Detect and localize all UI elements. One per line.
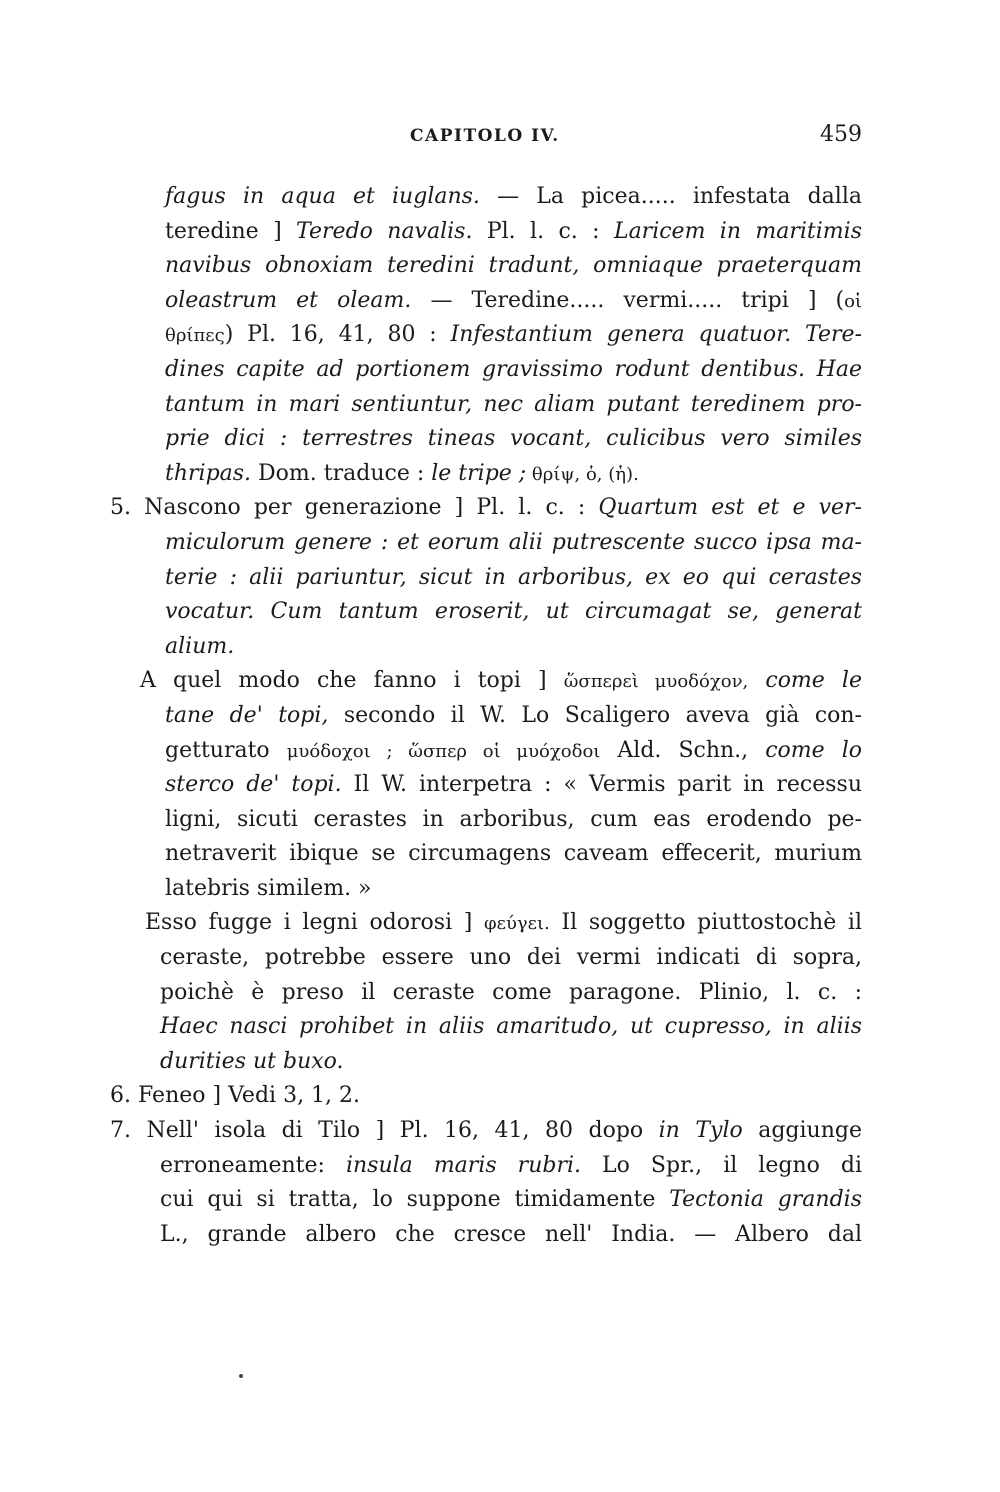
page-body-text — [110, 180, 862, 1252]
text-line — [110, 249, 862, 284]
text-line — [110, 664, 862, 699]
text-segment: thripas. — [165, 460, 252, 486]
text-line — [110, 353, 862, 388]
text-line — [110, 768, 862, 803]
text-segment: — Teredine..... vermi..... tripi ] ( — [411, 287, 845, 313]
text-segment: dines capite ad portionem gravissimo rodunt dentibus. Hae — [165, 356, 862, 382]
text-line — [110, 457, 862, 492]
text-segment: insula maris rubri. — [345, 1152, 581, 1178]
text-segment: οἱ — [844, 290, 862, 312]
text-segment: sterco de' topi. — [165, 772, 342, 798]
text-line — [110, 872, 862, 907]
text-segment: Tectonia grandis — [669, 1187, 862, 1213]
text-segment: teredine ] — [165, 218, 297, 244]
text-segment: Quartum est et e ver- — [598, 495, 862, 521]
text-line — [110, 1218, 862, 1253]
text-segment: erroneamente: — [160, 1152, 346, 1178]
text-segment: getturato — [165, 737, 287, 763]
text-segment: come lo — [765, 737, 862, 763]
text-segment: oleastrum et oleam. — [165, 287, 412, 313]
text-segment: A quel modo che fanno i topi ] — [140, 668, 564, 694]
running-title: CAPITOLO IV. — [410, 126, 560, 146]
text-segment: come le — [748, 668, 862, 694]
text-segment: netraverit ibique se circumagens caveam effecerit, murium — [165, 841, 862, 867]
text-line — [110, 318, 862, 353]
text-line — [110, 1183, 862, 1218]
text-segment: navibus obnoxiam teredini tradunt, omniaque praeterquam — [165, 253, 862, 279]
ink-speck — [239, 1374, 243, 1378]
text-line — [110, 388, 862, 423]
text-line — [110, 1114, 862, 1149]
text-line — [110, 1079, 862, 1114]
text-segment: 5. Nascono per generazione ] Pl. l. c. : — [110, 495, 599, 521]
text-segment: prie dici : terrestres tineas vocant, culicibus vero similes — [165, 426, 862, 452]
text-line — [110, 941, 862, 976]
text-line — [110, 699, 862, 734]
text-line — [110, 803, 862, 838]
page-number: 459 — [820, 122, 862, 147]
text-line — [110, 526, 862, 561]
text-segment: aggiunge — [742, 1118, 862, 1144]
text-line — [110, 180, 862, 215]
text-segment: μυόδοχοι ; ὥσπερ οἱ μυόχοδοι — [286, 740, 601, 762]
text-line — [110, 491, 862, 526]
text-line — [110, 284, 862, 319]
text-segment: ceraste, potrebbe essere uno dei vermi indicati di sopra, — [160, 945, 862, 971]
text-segment: ὥσπερεὶ μυοδόχον, — [563, 671, 749, 693]
text-segment: Esso fugge i legni odorosi ] — [145, 910, 485, 936]
text-segment: ) Pl. 16, 41, 80 : — [224, 322, 451, 348]
text-segment: durities ut buxo. — [160, 1048, 344, 1074]
text-line — [110, 906, 862, 941]
text-line — [110, 215, 862, 250]
text-segment: φεύγει. — [484, 913, 550, 935]
text-segment: secondo il W. Lo Scaligero aveva già con- — [328, 702, 862, 728]
text-segment: poichè è preso il ceraste come paragone. Plinio, l. c. : — [160, 979, 862, 1005]
text-line — [110, 561, 862, 596]
text-segment: le tripe ; — [431, 460, 527, 486]
text-line — [110, 1045, 862, 1080]
text-line — [110, 595, 862, 630]
text-segment: Il W. interpetra : « Vermis parit in recessu — [341, 772, 862, 798]
text-segment: θρίψ, ὁ, (ἡ). — [526, 463, 639, 485]
text-line — [110, 1010, 862, 1045]
text-segment: Teredo navalis. — [296, 218, 473, 244]
text-segment: 6. Feneo ] Vedi 3, 1, 2. — [110, 1083, 361, 1109]
text-segment: latebris similem. » — [165, 875, 372, 901]
text-segment: ligni, sicuti cerastes in arboribus, cum eas erodendo pe- — [165, 806, 862, 832]
text-segment: θρίπες — [165, 325, 225, 347]
text-segment: 7. Nell' isola di Tilo ] Pl. 16, 41, 80 dopo — [110, 1118, 659, 1144]
text-line — [110, 837, 862, 872]
running-header — [160, 122, 862, 156]
text-segment: L., grande albero che cresce nell' India. — Albero dal — [160, 1221, 862, 1247]
text-line — [110, 422, 862, 457]
text-segment: Il soggetto piuttostochè il — [549, 910, 862, 936]
text-segment: terie : alii pariuntur, sicut in arboribus, ex eo qui cerastes — [165, 564, 862, 590]
text-segment: Pl. l. c. : — [472, 218, 614, 244]
text-segment: Haec nasci prohibet in aliis amaritudo, ut cupresso, in aliis — [160, 1014, 862, 1040]
text-line — [110, 734, 862, 769]
text-segment: vocatur. Cum tantum eroserit, ut circumagat se, generat — [165, 599, 862, 625]
text-segment: in Tylo — [658, 1118, 743, 1144]
text-segment: alium. — [165, 633, 235, 659]
text-segment: Ald. Schn., — [600, 737, 766, 763]
text-segment: Lo Spr., il legno di — [581, 1152, 862, 1178]
text-line — [110, 630, 862, 665]
text-segment: miculorum genere : et eorum alii putrescente succo ipsa ma- — [165, 529, 862, 555]
text-segment: tantum in mari sentiuntur, nec aliam putant teredinem pro- — [165, 391, 862, 417]
text-segment: cui qui si tratta, lo suppone timidamente — [160, 1187, 670, 1213]
text-segment: fagus in aqua et iuglans. — [165, 184, 480, 209]
text-segment: tane de' topi, — [165, 702, 329, 728]
text-line — [110, 1149, 862, 1184]
text-segment: Laricem in maritimis — [613, 218, 862, 244]
text-segment: — La picea..... infestata dalla — [479, 184, 862, 209]
text-line — [110, 976, 862, 1011]
text-segment: Infestantium genera quatuor. Tere- — [450, 322, 862, 348]
text-segment: Dom. traduce : — [251, 460, 432, 486]
